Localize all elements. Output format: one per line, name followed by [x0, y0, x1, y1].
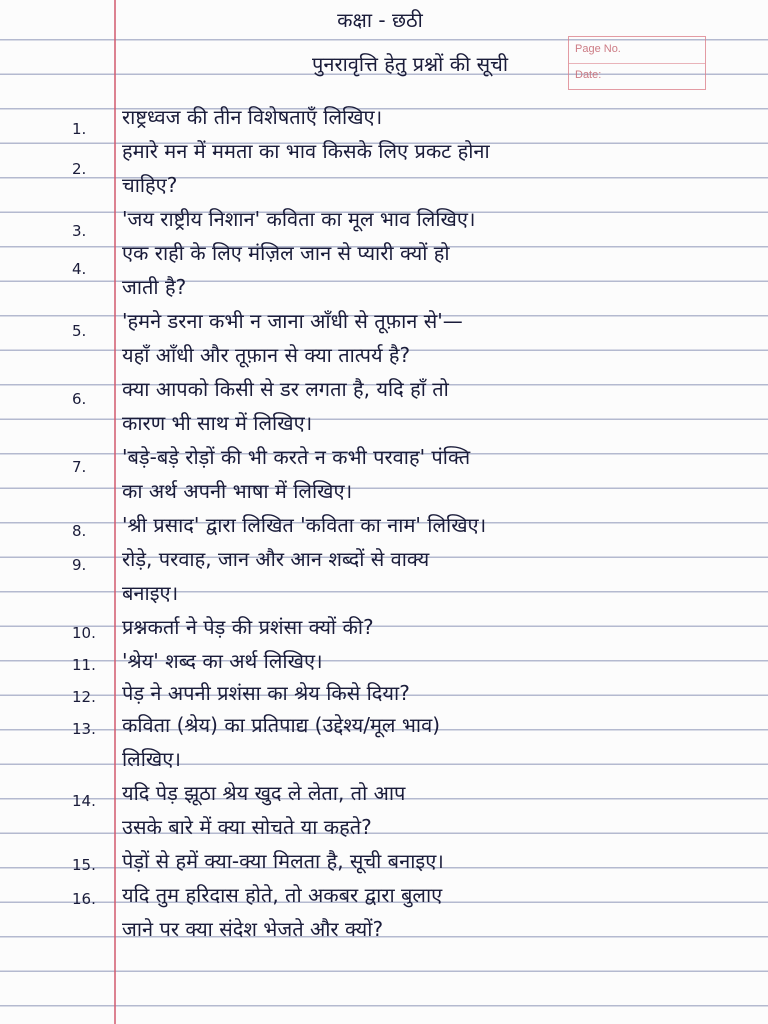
- page-box-divider: [569, 63, 705, 64]
- question-number: 9.: [72, 556, 87, 574]
- question-text: पेड़ों से हमें क्या-क्या मिलता है, सूची बनाइए।: [122, 849, 444, 873]
- question-number: 16.: [72, 890, 96, 908]
- question-number: 3.: [72, 222, 87, 240]
- question-number: 1.: [72, 120, 87, 138]
- margin-line: [114, 0, 116, 1024]
- page-date-box: [568, 36, 706, 90]
- question-text: लिखिए।: [122, 747, 181, 771]
- question-text: 'बड़े-बड़े रोड़ों की भी करते न कभी परवाह' पंक्ति: [122, 445, 471, 469]
- list-title: पुनरावृत्ति हेतु प्रश्नों की सूची: [311, 52, 509, 76]
- page-no-label: Page No.: [575, 43, 621, 55]
- question-text: हमारे मन में ममता का भाव किसके लिए प्रकट होना: [122, 139, 490, 163]
- question-text: 'जय राष्ट्रीय निशान' कविता का मूल भाव लिखिए।: [122, 207, 476, 231]
- question-text: राष्ट्रध्वज की तीन विशेषताएँ लिखिए।: [122, 105, 383, 129]
- question-text: जाती है?: [122, 275, 187, 299]
- question-number: 4.: [72, 260, 87, 278]
- question-text: 'श्री प्रसाद' द्वारा लिखित 'कविता का नाम' लिखिए।: [122, 513, 487, 537]
- question-number: 6.: [72, 390, 87, 408]
- date-label: Date:: [575, 69, 602, 81]
- question-text: प्रश्नकर्ता ने पेड़ की प्रशंसा क्यों की?: [122, 615, 374, 639]
- question-number: 13.: [72, 720, 96, 738]
- question-number: 12.: [72, 688, 96, 706]
- question-text: क्या आपको किसी से डर लगता है, यदि हाँ तो: [122, 377, 449, 401]
- question-number: 11.: [72, 656, 96, 674]
- question-text: कविता (श्रेय) का प्रतिपाद्य (उद्देश्य/मूल भाव): [122, 713, 440, 737]
- question-number: 14.: [72, 792, 96, 810]
- question-text: चाहिए?: [122, 173, 178, 197]
- question-text: बनाइए।: [122, 581, 179, 605]
- question-text: का अर्थ अपनी भाषा में लिखिए।: [122, 479, 353, 503]
- question-text: यदि पेड़ झूठा श्रेय खुद ले लेता, तो आप: [122, 781, 406, 805]
- question-number: 2.: [72, 160, 87, 178]
- question-text: यहाँ आँधी और तूफ़ान से क्या तात्पर्य है?: [122, 343, 411, 367]
- question-text: यदि तुम हरिदास होते, तो अकबर द्वारा बुलाए: [122, 883, 443, 907]
- question-number: 5.: [72, 322, 87, 340]
- question-text: कारण भी साथ में लिखिए।: [122, 411, 313, 435]
- question-text: पेड़ ने अपनी प्रशंसा का श्रेय किसे दिया?: [122, 681, 410, 705]
- question-number: 10.: [72, 624, 96, 642]
- question-number: 7.: [72, 458, 87, 476]
- question-text: उसके बारे में क्या सोचते या कहते?: [122, 815, 372, 839]
- question-number: 15.: [72, 856, 96, 874]
- question-text: 'श्रेय' शब्द का अर्थ लिखिए।: [122, 649, 323, 673]
- question-number: 8.: [72, 522, 87, 540]
- question-text: रोड़े, परवाह, जान और आन शब्दों से वाक्य: [122, 547, 430, 571]
- question-text: जाने पर क्या संदेश भेजते और क्यों?: [122, 917, 384, 941]
- question-text: एक राही के लिए मंज़िल जान से प्यारी क्यों हो: [122, 241, 450, 265]
- question-text: 'हमने डरना कभी न जाना आँधी से तूफ़ान से'—: [122, 309, 463, 333]
- class-title: कक्षा - छठी: [337, 8, 423, 32]
